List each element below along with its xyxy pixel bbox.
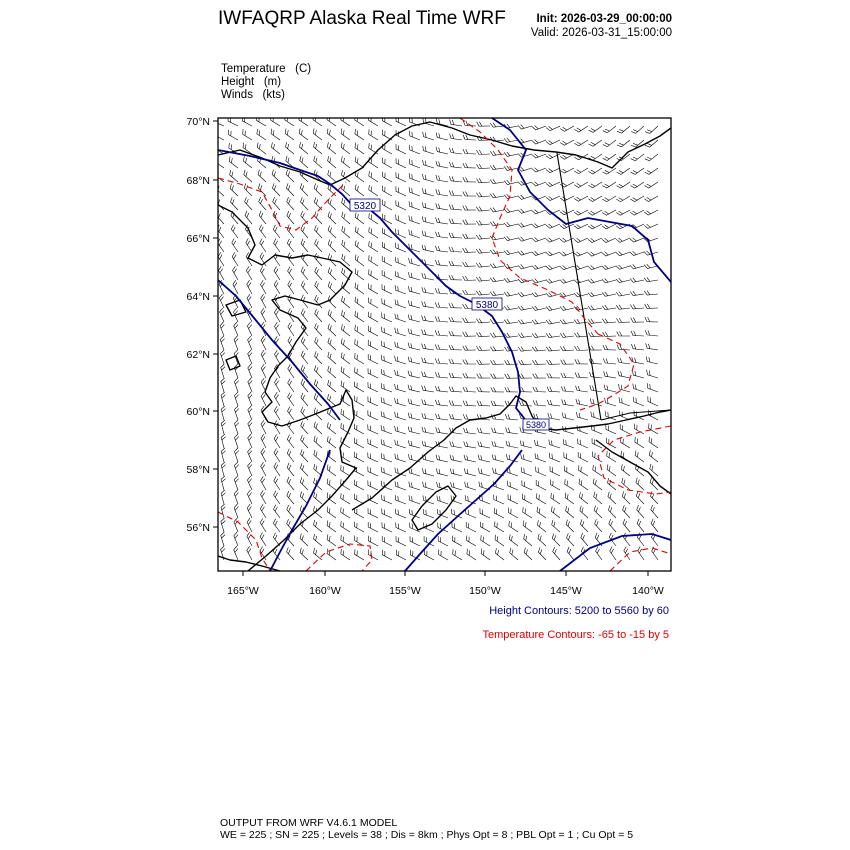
lon-label: 140°W — [632, 585, 664, 597]
temperature-contours-legend: Temperature Contours: -65 to -15 by 5 — [482, 629, 669, 641]
lat-label: 64°N — [186, 291, 210, 303]
field-winds-unit: (kts) — [262, 89, 285, 101]
lat-label: 60°N — [186, 406, 210, 418]
longitude-axis — [227, 571, 664, 597]
contour-label-1 — [350, 199, 380, 212]
field-temperature-name: Temperature — [221, 63, 286, 75]
field-temperature-unit: (C) — [295, 63, 312, 75]
lon-label: 165°W — [227, 585, 259, 597]
init-time: Init: 2026-03-29_00:00:00 — [536, 13, 672, 25]
lon-label: 145°W — [550, 585, 582, 597]
contour-label-1-text: 5320 — [353, 201, 377, 212]
lat-label: 62°N — [186, 349, 210, 361]
height-contours-legend: Height Contours: 5200 to 5560 by 60 — [489, 605, 669, 617]
latitude-axis — [187, 116, 218, 534]
model-info: OUTPUT FROM WRF V4.6.1 MODEL — [220, 817, 398, 829]
lon-label: 160°W — [309, 585, 341, 597]
contour-label-3-text: 5380 — [525, 420, 547, 430]
lon-label: 155°W — [389, 585, 421, 597]
field-winds-name: Winds — [221, 89, 253, 101]
lat-label: 66°N — [186, 233, 210, 245]
plot-title: IWFAQRP Alaska Real Time WRF — [218, 8, 506, 29]
model-config: WE = 225 ; SN = 225 ; Levels = 38 ; Dis = 8km ; Phys Opt = 8 ; PBL Opt = 1 ; Cu Opt = 5 — [220, 829, 634, 841]
field-height-unit: (m) — [263, 76, 282, 88]
lat-label: 56°N — [186, 522, 210, 534]
lat-label: 58°N — [186, 464, 210, 476]
field-height-name: Height — [221, 76, 255, 88]
contour-label-3 — [523, 419, 549, 430]
lat-label: 68°N — [186, 175, 210, 187]
contour-label-2 — [472, 298, 502, 311]
lon-label: 150°W — [469, 585, 501, 597]
contour-label-2-text: 5380 — [475, 300, 499, 311]
lat-label: 70°N — [186, 116, 210, 128]
valid-time: Valid: 2026-03-31_15:00:00 — [530, 27, 672, 39]
